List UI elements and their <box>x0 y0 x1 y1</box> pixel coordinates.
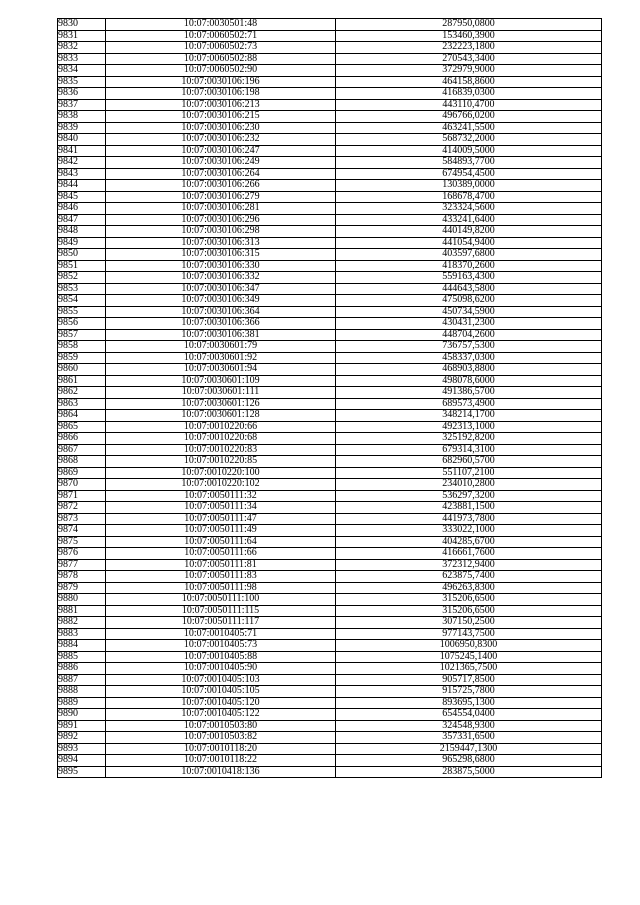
value-cell: 416661,7600 <box>336 548 602 560</box>
table-row <box>58 490 602 502</box>
table-row <box>58 571 602 583</box>
value-cell: 414009,5000 <box>336 145 602 157</box>
cadastral-number-cell: 10:07:0060502:73 <box>106 42 336 54</box>
value-cell: 441054,9400 <box>336 237 602 249</box>
row-number-cell: 9848 <box>58 226 106 238</box>
row-number-cell: 9841 <box>58 145 106 157</box>
table-row <box>58 157 602 169</box>
row-number-cell: 9891 <box>58 720 106 732</box>
value-cell: 325192,8200 <box>336 433 602 445</box>
table-row <box>58 479 602 491</box>
value-cell: 491386,5700 <box>336 387 602 399</box>
cadastral-number-cell: 10:07:0050111:98 <box>106 582 336 594</box>
table-row <box>58 444 602 456</box>
value-cell: 416839,0300 <box>336 88 602 100</box>
cadastral-number-cell: 10:07:0050111:83 <box>106 571 336 583</box>
cadastral-number-cell: 10:07:0030106:232 <box>106 134 336 146</box>
value-cell: 287950,0800 <box>336 19 602 31</box>
row-number-cell: 9879 <box>58 582 106 594</box>
row-number-cell: 9869 <box>58 467 106 479</box>
row-number-cell: 9831 <box>58 30 106 42</box>
table-row <box>58 30 602 42</box>
cadastral-number-cell: 10:07:0030106:215 <box>106 111 336 123</box>
value-cell: 536297,3200 <box>336 490 602 502</box>
table-row <box>58 42 602 54</box>
value-cell: 348214,1700 <box>336 410 602 422</box>
value-cell: 404285,6700 <box>336 536 602 548</box>
cadastral-number-cell: 10:07:0030106:247 <box>106 145 336 157</box>
cadastral-number-cell: 10:07:0030106:213 <box>106 99 336 111</box>
row-number-cell: 9864 <box>58 410 106 422</box>
value-cell: 623875,7400 <box>336 571 602 583</box>
cadastral-number-cell: 10:07:0060502:90 <box>106 65 336 77</box>
cadastral-number-cell: 10:07:0010220:85 <box>106 456 336 468</box>
cadastral-number-cell: 10:07:0060502:71 <box>106 30 336 42</box>
value-cell: 324548,9300 <box>336 720 602 732</box>
value-cell: 1075245,1400 <box>336 651 602 663</box>
value-cell: 153460,3900 <box>336 30 602 42</box>
cadastral-number-cell: 10:07:0030106:313 <box>106 237 336 249</box>
value-cell: 496263,8300 <box>336 582 602 594</box>
table-row <box>58 306 602 318</box>
cadastral-number-cell: 10:07:0050111:115 <box>106 605 336 617</box>
table-row <box>58 651 602 663</box>
table-row <box>58 249 602 261</box>
table-row <box>58 88 602 100</box>
row-number-cell: 9867 <box>58 444 106 456</box>
row-number-cell: 9868 <box>58 456 106 468</box>
row-number-cell: 9859 <box>58 352 106 364</box>
value-cell: 357331,6500 <box>336 732 602 744</box>
cadastral-number-cell: 10:07:0010220:68 <box>106 433 336 445</box>
cadastral-number-cell: 10:07:0030106:347 <box>106 283 336 295</box>
row-number-cell: 9884 <box>58 640 106 652</box>
table-row <box>58 433 602 445</box>
cadastral-number-cell: 10:07:0010418:136 <box>106 766 336 778</box>
table-row <box>58 76 602 88</box>
cadastral-number-cell: 10:07:0060502:88 <box>106 53 336 65</box>
row-number-cell: 9888 <box>58 686 106 698</box>
cadastral-number-cell: 10:07:0010405:90 <box>106 663 336 675</box>
value-cell: 372312,9400 <box>336 559 602 571</box>
table-row <box>58 191 602 203</box>
cadastral-number-cell: 10:07:0050111:81 <box>106 559 336 571</box>
table-row <box>58 743 602 755</box>
value-cell: 568732,2000 <box>336 134 602 146</box>
value-cell: 492313,1000 <box>336 421 602 433</box>
table-row <box>58 145 602 157</box>
cadastral-number-cell: 10:07:0010405:88 <box>106 651 336 663</box>
table-row <box>58 594 602 606</box>
cadastral-number-cell: 10:07:0050111:117 <box>106 617 336 629</box>
table-row <box>58 502 602 514</box>
row-number-cell: 9875 <box>58 536 106 548</box>
row-number-cell: 9866 <box>58 433 106 445</box>
row-number-cell: 9857 <box>58 329 106 341</box>
cadastral-number-cell: 10:07:0010405:120 <box>106 697 336 709</box>
cadastral-number-cell: 10:07:0030106:281 <box>106 203 336 215</box>
cadastral-number-cell: 10:07:0030106:366 <box>106 318 336 330</box>
table-row <box>58 65 602 77</box>
table-row <box>58 134 602 146</box>
row-number-cell: 9889 <box>58 697 106 709</box>
row-number-cell: 9871 <box>58 490 106 502</box>
cadastral-number-cell: 10:07:0050111:32 <box>106 490 336 502</box>
cadastral-number-cell: 10:07:0030106:298 <box>106 226 336 238</box>
row-number-cell: 9849 <box>58 237 106 249</box>
value-cell: 689573,4900 <box>336 398 602 410</box>
table-row <box>58 375 602 387</box>
value-cell: 444643,5800 <box>336 283 602 295</box>
value-cell: 433241,6400 <box>336 214 602 226</box>
table-row <box>58 352 602 364</box>
row-number-cell: 9860 <box>58 364 106 376</box>
table-row <box>58 53 602 65</box>
cadastral-number-cell: 10:07:0030106:198 <box>106 88 336 100</box>
value-cell: 915725,7800 <box>336 686 602 698</box>
cadastral-number-cell: 10:07:0030501:48 <box>106 19 336 31</box>
value-cell: 307150,2500 <box>336 617 602 629</box>
row-number-cell: 9844 <box>58 180 106 192</box>
row-number-cell: 9887 <box>58 674 106 686</box>
value-cell: 443110,4700 <box>336 99 602 111</box>
value-cell: 464158,8600 <box>336 76 602 88</box>
table-row <box>58 19 602 31</box>
value-cell: 551107,2100 <box>336 467 602 479</box>
table-row <box>58 456 602 468</box>
cadastral-number-cell: 10:07:0050111:100 <box>106 594 336 606</box>
value-cell: 1006950,8300 <box>336 640 602 652</box>
table-row <box>58 582 602 594</box>
cadastral-number-cell: 10:07:0050111:66 <box>106 548 336 560</box>
cadastral-number-cell: 10:07:0010220:102 <box>106 479 336 491</box>
row-number-cell: 9839 <box>58 122 106 134</box>
cadastral-number-cell: 10:07:0010118:20 <box>106 743 336 755</box>
value-cell: 333022,1000 <box>336 525 602 537</box>
value-cell: 430431,2300 <box>336 318 602 330</box>
value-cell: 270543,3400 <box>336 53 602 65</box>
cadastral-number-cell: 10:07:0030106:332 <box>106 272 336 284</box>
value-cell: 1021365,7500 <box>336 663 602 675</box>
value-cell: 450734,5900 <box>336 306 602 318</box>
row-number-cell: 9870 <box>58 479 106 491</box>
value-cell: 893695,1300 <box>336 697 602 709</box>
cadastral-number-cell: 10:07:0030106:249 <box>106 157 336 169</box>
cadastral-number-cell: 10:07:0030601:92 <box>106 352 336 364</box>
table-row <box>58 686 602 698</box>
value-cell: 496766,0200 <box>336 111 602 123</box>
row-number-cell: 9877 <box>58 559 106 571</box>
row-number-cell: 9858 <box>58 341 106 353</box>
cadastral-number-cell: 10:07:0050111:34 <box>106 502 336 514</box>
table-row <box>58 605 602 617</box>
row-number-cell: 9873 <box>58 513 106 525</box>
value-cell: 418370,2600 <box>336 260 602 272</box>
cadastral-number-cell: 10:07:0030106:296 <box>106 214 336 226</box>
cadastral-number-cell: 10:07:0030601:109 <box>106 375 336 387</box>
cadastral-number-cell: 10:07:0030601:126 <box>106 398 336 410</box>
table-row <box>58 536 602 548</box>
table-row <box>58 237 602 249</box>
value-cell: 682960,5700 <box>336 456 602 468</box>
value-cell: 130389,0000 <box>336 180 602 192</box>
value-cell: 475098,6200 <box>336 295 602 307</box>
row-number-cell: 9854 <box>58 295 106 307</box>
table-row <box>58 180 602 192</box>
cadastral-number-cell: 10:07:0030601:94 <box>106 364 336 376</box>
table-row <box>58 398 602 410</box>
cadastral-number-cell: 10:07:0010503:82 <box>106 732 336 744</box>
row-number-cell: 9845 <box>58 191 106 203</box>
table-row <box>58 628 602 640</box>
value-cell: 654554,0400 <box>336 709 602 721</box>
value-cell: 458337,0300 <box>336 352 602 364</box>
table-row <box>58 364 602 376</box>
row-number-cell: 9843 <box>58 168 106 180</box>
value-cell: 440149,8200 <box>336 226 602 238</box>
value-cell: 736757,5300 <box>336 341 602 353</box>
cadastral-number-cell: 10:07:0010220:83 <box>106 444 336 456</box>
row-number-cell: 9837 <box>58 99 106 111</box>
table-row <box>58 387 602 399</box>
table-row <box>58 720 602 732</box>
row-number-cell: 9846 <box>58 203 106 215</box>
value-cell: 448704,2600 <box>336 329 602 341</box>
row-number-cell: 9881 <box>58 605 106 617</box>
cadastral-number-cell: 10:07:0030106:315 <box>106 249 336 261</box>
value-cell: 423881,1500 <box>336 502 602 514</box>
row-number-cell: 9895 <box>58 766 106 778</box>
table-row <box>58 663 602 675</box>
value-cell: 2159447,1300 <box>336 743 602 755</box>
row-number-cell: 9861 <box>58 375 106 387</box>
row-number-cell: 9836 <box>58 88 106 100</box>
table-row <box>58 318 602 330</box>
row-number-cell: 9874 <box>58 525 106 537</box>
value-cell: 559163,4300 <box>336 272 602 284</box>
row-number-cell: 9855 <box>58 306 106 318</box>
cadastral-number-cell: 10:07:0010405:122 <box>106 709 336 721</box>
cadastral-number-cell: 10:07:0030106:364 <box>106 306 336 318</box>
table-row <box>58 559 602 571</box>
row-number-cell: 9872 <box>58 502 106 514</box>
row-number-cell: 9893 <box>58 743 106 755</box>
table-row <box>58 272 602 284</box>
cadastral-number-cell: 10:07:0010220:100 <box>106 467 336 479</box>
table-row <box>58 341 602 353</box>
row-number-cell: 9842 <box>58 157 106 169</box>
table-row <box>58 513 602 525</box>
cadastral-number-cell: 10:07:0010220:66 <box>106 421 336 433</box>
row-number-cell: 9863 <box>58 398 106 410</box>
table-row <box>58 709 602 721</box>
row-number-cell: 9838 <box>58 111 106 123</box>
cadastral-number-cell: 10:07:0030601:111 <box>106 387 336 399</box>
value-cell: 965298,6800 <box>336 755 602 767</box>
row-number-cell: 9880 <box>58 594 106 606</box>
table-row <box>58 640 602 652</box>
value-cell: 315206,6500 <box>336 594 602 606</box>
value-cell: 498078,6000 <box>336 375 602 387</box>
cadastral-number-cell: 10:07:0030106:266 <box>106 180 336 192</box>
cadastral-number-cell: 10:07:0050111:49 <box>106 525 336 537</box>
row-number-cell: 9833 <box>58 53 106 65</box>
table-row <box>58 467 602 479</box>
table-row <box>58 755 602 767</box>
table-row <box>58 674 602 686</box>
table-row <box>58 203 602 215</box>
row-number-cell: 9890 <box>58 709 106 721</box>
table-row <box>58 697 602 709</box>
cadastral-number-cell: 10:07:0030601:79 <box>106 341 336 353</box>
value-cell: 372979,9000 <box>336 65 602 77</box>
cadastral-value-table <box>57 18 602 778</box>
cadastral-number-cell: 10:07:0030106:196 <box>106 76 336 88</box>
table-row <box>58 766 602 778</box>
cadastral-number-cell: 10:07:0050111:47 <box>106 513 336 525</box>
row-number-cell: 9851 <box>58 260 106 272</box>
table-row <box>58 111 602 123</box>
table-row <box>58 548 602 560</box>
table-row <box>58 214 602 226</box>
table-row <box>58 226 602 238</box>
row-number-cell: 9853 <box>58 283 106 295</box>
value-cell: 674954,4500 <box>336 168 602 180</box>
cadastral-number-cell: 10:07:0030106:230 <box>106 122 336 134</box>
row-number-cell: 9835 <box>58 76 106 88</box>
table-row <box>58 421 602 433</box>
row-number-cell: 9886 <box>58 663 106 675</box>
row-number-cell: 9862 <box>58 387 106 399</box>
cadastral-number-cell: 10:07:0030106:279 <box>106 191 336 203</box>
row-number-cell: 9834 <box>58 65 106 77</box>
row-number-cell: 9850 <box>58 249 106 261</box>
value-cell: 168678,4700 <box>336 191 602 203</box>
row-number-cell: 9830 <box>58 19 106 31</box>
value-cell: 441973,7800 <box>336 513 602 525</box>
value-cell: 977143,7500 <box>336 628 602 640</box>
table-row <box>58 99 602 111</box>
table-body <box>58 19 602 778</box>
value-cell: 315206,6500 <box>336 605 602 617</box>
cadastral-number-cell: 10:07:0030106:381 <box>106 329 336 341</box>
table-row <box>58 617 602 629</box>
row-number-cell: 9892 <box>58 732 106 744</box>
cadastral-number-cell: 10:07:0010405:73 <box>106 640 336 652</box>
value-cell: 905717,8500 <box>336 674 602 686</box>
row-number-cell: 9852 <box>58 272 106 284</box>
cadastral-number-cell: 10:07:0030601:128 <box>106 410 336 422</box>
value-cell: 283875,5000 <box>336 766 602 778</box>
row-number-cell: 9847 <box>58 214 106 226</box>
table-row <box>58 168 602 180</box>
row-number-cell: 9876 <box>58 548 106 560</box>
table-row <box>58 283 602 295</box>
value-cell: 234010,2800 <box>336 479 602 491</box>
row-number-cell: 9894 <box>58 755 106 767</box>
table-row <box>58 525 602 537</box>
value-cell: 468903,8800 <box>336 364 602 376</box>
table-row <box>58 122 602 134</box>
table-row <box>58 260 602 272</box>
table-row <box>58 329 602 341</box>
row-number-cell: 9832 <box>58 42 106 54</box>
cadastral-number-cell: 10:07:0010503:80 <box>106 720 336 732</box>
cadastral-number-cell: 10:07:0030106:349 <box>106 295 336 307</box>
table-row <box>58 732 602 744</box>
row-number-cell: 9878 <box>58 571 106 583</box>
value-cell: 463241,5500 <box>336 122 602 134</box>
value-cell: 232223,1800 <box>336 42 602 54</box>
row-number-cell: 9856 <box>58 318 106 330</box>
cadastral-number-cell: 10:07:0010405:71 <box>106 628 336 640</box>
cadastral-number-cell: 10:07:0010405:103 <box>106 674 336 686</box>
row-number-cell: 9885 <box>58 651 106 663</box>
value-cell: 403597,6800 <box>336 249 602 261</box>
value-cell: 323324,5600 <box>336 203 602 215</box>
row-number-cell: 9840 <box>58 134 106 146</box>
cadastral-number-cell: 10:07:0010118:22 <box>106 755 336 767</box>
value-cell: 679314,3100 <box>336 444 602 456</box>
row-number-cell: 9865 <box>58 421 106 433</box>
row-number-cell: 9883 <box>58 628 106 640</box>
cadastral-number-cell: 10:07:0010405:105 <box>106 686 336 698</box>
cadastral-number-cell: 10:07:0050111:64 <box>106 536 336 548</box>
cadastral-number-cell: 10:07:0030106:264 <box>106 168 336 180</box>
cadastral-number-cell: 10:07:0030106:330 <box>106 260 336 272</box>
table-row <box>58 410 602 422</box>
table-row <box>58 295 602 307</box>
value-cell: 584893,7700 <box>336 157 602 169</box>
row-number-cell: 9882 <box>58 617 106 629</box>
